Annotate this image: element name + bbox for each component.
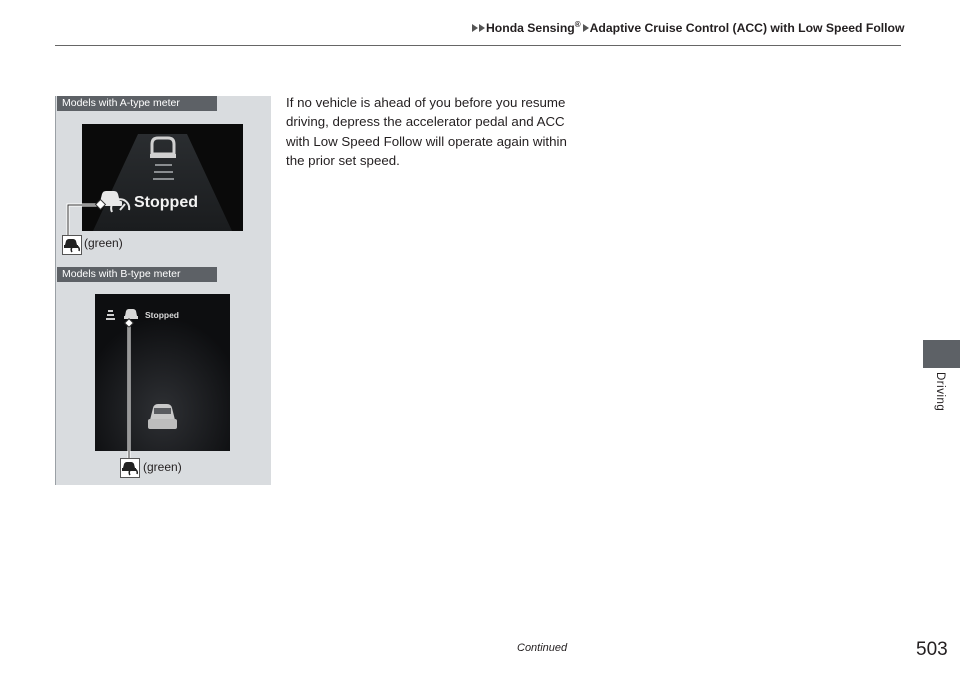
indicator-color-label-a: (green): [84, 236, 123, 250]
tag-a-type-meter: Models with A-type meter: [57, 96, 217, 111]
breadcrumb-arrow-icon: [472, 24, 478, 32]
meter-a-graphic: [82, 124, 243, 231]
continued-label: Continued: [517, 642, 568, 654]
breadcrumb-arrow-icon: [583, 24, 589, 32]
page-number: 503: [916, 639, 948, 660]
acc-vehicle-icon: [62, 235, 82, 255]
registered-mark: ®: [574, 20, 581, 29]
section-label: Driving: [934, 372, 946, 412]
breadcrumb-item-honda-sensing[interactable]: Honda Sensing: [486, 21, 575, 36]
body-paragraph: If no vehicle is ahead of you before you resume driving, depress the accelerator pedal and ACC with Low Speed Follow will operate again within the prior set speed.: [286, 95, 567, 168]
section-tab[interactable]: [923, 340, 960, 368]
breadcrumb-arrow-icon: [479, 24, 485, 32]
tag-b-type-meter: Models with B-type meter: [57, 267, 217, 282]
indicator-color-label-b: (green): [143, 460, 182, 474]
breadcrumb-item-acc[interactable]: Adaptive Cruise Control (ACC) with Low Speed Follow: [589, 21, 905, 36]
stopped-status-a: Stopped: [134, 194, 198, 211]
breadcrumb: [472, 20, 904, 35]
stopped-status-b: Stopped: [145, 310, 179, 320]
header-divider: [55, 45, 901, 46]
meter-display-a: [82, 124, 243, 231]
acc-vehicle-icon: [120, 458, 140, 478]
